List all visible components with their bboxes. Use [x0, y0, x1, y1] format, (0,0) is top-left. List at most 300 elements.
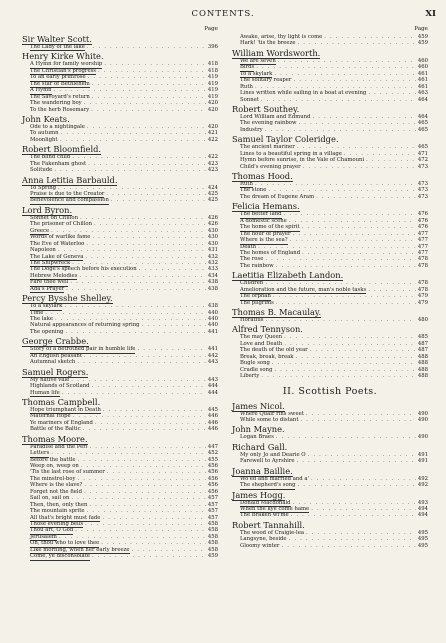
page-ref: 465	[417, 120, 428, 127]
page-ref: 463	[417, 90, 428, 97]
toc-entry[interactable]	[232, 373, 428, 379]
poet-section	[22, 144, 218, 173]
poem-title: Ruth	[240, 83, 253, 90]
page-ref: 456	[207, 469, 218, 476]
page-ref: 494	[417, 506, 428, 512]
poet-section	[22, 51, 218, 113]
page-ref: 477	[417, 249, 428, 256]
poem-title: The dream of Eugene Aram	[240, 193, 315, 200]
poet-name-text: Thomas Hood.	[232, 171, 293, 181]
poem-title: Hark! 'tis the breeze	[240, 40, 296, 47]
dot-leader	[91, 107, 206, 113]
page-ref: 418	[207, 61, 218, 68]
dot-leader	[291, 512, 416, 518]
poem-title: Forget not the field	[30, 488, 82, 495]
toc-entry[interactable]	[22, 197, 218, 203]
poem-title: Ode to a nightingale	[30, 123, 85, 130]
poem-title: Greece	[30, 227, 50, 234]
toc-entry[interactable]	[22, 329, 218, 335]
poem-title: The rose	[240, 256, 264, 263]
toc-entry[interactable]	[232, 263, 428, 269]
page-ref: 478	[417, 256, 428, 263]
dot-leader	[316, 194, 416, 200]
page-ref: 422	[207, 136, 218, 143]
poet-section	[232, 48, 428, 103]
poem-title: Where is the slave?	[30, 482, 83, 489]
page-ref: 490	[417, 410, 428, 417]
page-ref: 432	[207, 253, 218, 260]
page-ref: 477	[417, 230, 428, 237]
page-ref: 465	[417, 126, 428, 133]
page-ref: 473	[417, 181, 428, 187]
poem-title: Human life	[30, 389, 60, 396]
poem-title: Ye mariners of England	[30, 419, 93, 426]
dot-leader	[83, 426, 206, 432]
page-ref: 444	[207, 389, 218, 396]
page-ref: 478	[417, 280, 428, 287]
poem-title: Benevolence and compassion	[30, 197, 109, 204]
poet-section	[232, 324, 428, 379]
poem-title: Sail on, sail on	[30, 495, 70, 502]
toc-entry[interactable]	[232, 127, 428, 133]
poem-title: The lake	[30, 316, 53, 322]
page-ref: 480	[417, 317, 428, 323]
dot-leader	[297, 482, 415, 488]
page-ref: 490	[417, 416, 428, 423]
dot-leader	[92, 553, 206, 559]
poet-name-text: Thomas Campbell.	[22, 396, 101, 407]
page-ref: 456	[207, 475, 218, 482]
dot-leader	[87, 44, 206, 50]
poet-name	[22, 367, 218, 377]
poem-title: Fare thee well	[30, 279, 69, 286]
page-ref: 443	[207, 376, 218, 383]
page-ref: 423	[207, 167, 218, 174]
poem-title: Oh, thou who to love thee	[30, 540, 100, 547]
poet-section	[232, 401, 428, 424]
poem-title: The minstrel-boy	[30, 475, 76, 482]
poet-name-text: Joanna Baillie.	[232, 465, 293, 476]
page-ref: 440	[207, 309, 218, 316]
page-ref: 447	[207, 443, 218, 450]
poem-title: Donald Macdonald	[240, 499, 291, 506]
page-ref: 472	[417, 157, 428, 164]
page-ref: 420	[207, 123, 218, 130]
toc-entry[interactable]	[232, 482, 428, 488]
poet-section	[232, 34, 428, 47]
toc-entry[interactable]	[232, 543, 428, 549]
poem-title: Story of a betrothed pair in humble life	[30, 346, 136, 353]
poem-title: The homes of England	[240, 249, 301, 256]
poem-title: Langsyne, beside	[240, 536, 287, 543]
poet-section	[232, 490, 428, 519]
toc-entry[interactable]	[22, 137, 218, 143]
poem-title: The Doge's speech before his execution	[30, 266, 137, 273]
poem-title: Solitude	[30, 167, 53, 174]
poet-section	[22, 434, 218, 560]
poem-title: Jerusalem	[30, 533, 57, 540]
poet-name	[232, 490, 428, 500]
poem-title: To a skylark	[240, 70, 273, 77]
poem-title: The mountain sprite	[30, 508, 85, 515]
poet-name-text: James Nicol.	[232, 400, 285, 411]
page-ref: 446	[207, 426, 218, 433]
poem-title: Letters	[30, 450, 50, 457]
poem-title: The Fakenham ghost	[30, 160, 87, 167]
page-ref: 458	[207, 540, 218, 547]
poem-title: Natural appearances of returning spring	[30, 322, 140, 329]
poet-name	[232, 134, 428, 144]
page-ref: 431	[207, 247, 218, 254]
poem-title: The stone	[240, 187, 267, 194]
toc-entry[interactable]	[232, 434, 428, 440]
poem-title: To the herb Rosemary	[30, 106, 90, 113]
poem-title: To a skylark	[30, 303, 63, 310]
page-ref: 479	[417, 299, 428, 306]
dot-leader	[298, 40, 416, 46]
poem-title: Birds	[240, 64, 255, 71]
page-ref: 460	[417, 64, 428, 71]
poet-name	[22, 336, 218, 346]
page-ref: 424	[207, 184, 218, 191]
poem-title: The Eve of Waterloo	[30, 240, 85, 247]
poet-section	[232, 442, 428, 465]
poet-section	[232, 466, 428, 489]
page-ref: 438	[207, 279, 218, 286]
page-ref: 459	[417, 34, 428, 40]
page-ref: 487	[417, 340, 428, 347]
poem-title: Death	[240, 243, 257, 250]
page-ref: 420	[207, 100, 218, 107]
poem-title: To an early primrose	[30, 74, 86, 81]
poet-section	[22, 34, 218, 50]
page-ref: 396	[207, 44, 218, 50]
poem-title: Autumnal sketch	[30, 359, 76, 366]
poem-title: Moonlight	[30, 136, 58, 143]
page-ref: 445	[207, 406, 218, 413]
poem-title: Highlands of Scotland	[30, 383, 90, 390]
dot-leader	[265, 127, 416, 133]
page-ref: 430	[207, 234, 218, 241]
toc-entry[interactable]	[232, 317, 428, 323]
poem-title: Praise is due to the Creator	[30, 191, 105, 197]
poem-title: The Shipwreck	[30, 259, 71, 266]
page-column-label: Page	[414, 26, 428, 32]
toc-entry[interactable]	[22, 107, 218, 113]
page-ref: 479	[417, 293, 428, 300]
toc-entry[interactable]	[232, 458, 428, 464]
poet-name	[22, 34, 218, 44]
dot-leader	[281, 543, 415, 549]
poem-title: The better land	[240, 211, 282, 218]
poem-title: Hymn before sunrise, in the Vale of Chamouni	[240, 157, 365, 164]
poet-name-text: Sir Walter Scott.	[22, 34, 92, 44]
poem-title: The Braken wi'me	[240, 512, 289, 519]
poem-title: Break, break, break	[240, 353, 294, 360]
poem-title: Before the battle	[30, 456, 76, 463]
page-ref: 456	[207, 463, 218, 469]
toc-entry[interactable]	[22, 286, 218, 292]
poem-title: Sonnet on Chillon	[30, 214, 79, 221]
page-ref: 471	[417, 150, 428, 157]
page-ref: 441	[207, 328, 218, 335]
page-ref: 488	[417, 366, 428, 373]
poem-title: The star of Bethlehem	[30, 80, 90, 87]
page-ref: 485	[417, 334, 428, 341]
poet-name-text: John Mayne.	[232, 424, 285, 435]
page-ref: 430	[207, 227, 218, 234]
poem-title: Industry	[240, 126, 263, 133]
poem-title: Lines written while sailing in a boat at evening	[240, 90, 367, 97]
toc-entry[interactable]	[232, 194, 428, 200]
dot-leader	[300, 417, 415, 423]
poem-title: When the kye come hame	[240, 506, 310, 512]
poem-title: Cradle song	[240, 366, 273, 373]
poet-name	[22, 397, 218, 407]
page-ref: 456	[207, 488, 218, 495]
poet-name-text: Robert Tannahill.	[232, 519, 305, 530]
toc-entry[interactable]	[22, 553, 218, 559]
page-ref: 455	[207, 456, 218, 463]
poem-title: Lines to a beautiful spring in a village	[240, 150, 342, 157]
page-ref: 438	[207, 303, 218, 310]
poem-title: Battle of the Baltic	[30, 426, 81, 433]
poet-section	[232, 104, 428, 133]
page-ref: 422	[207, 154, 218, 161]
page-ref: 457	[207, 501, 218, 508]
dot-leader	[54, 167, 206, 173]
poet-name	[232, 401, 428, 411]
poet-name	[232, 520, 428, 530]
poet-section	[232, 171, 428, 200]
page-ref: 459	[417, 40, 428, 47]
page-ref: 464	[417, 96, 428, 103]
poet-name-text: Henry Kirke White.	[22, 51, 104, 62]
poet-name-text: Felicia Hemans.	[232, 201, 300, 212]
poet-name	[232, 307, 428, 317]
poet-name	[232, 424, 428, 434]
poet-name-text: Alfred Tennyson.	[232, 324, 303, 335]
poem-title: An English peasant	[30, 352, 82, 359]
poem-title: Hope triumphant in Death	[30, 406, 101, 413]
toc-entry[interactable]	[232, 40, 428, 46]
poem-title: Like morning, when her early breeze	[30, 546, 130, 553]
poem-title: The Savoyard's return	[30, 93, 90, 100]
poet-name-text: Lord Byron.	[22, 204, 73, 215]
page-ref: 459	[207, 553, 218, 560]
poem-title: A Hymn	[30, 87, 52, 94]
poet-section	[22, 114, 218, 143]
poet-section	[22, 175, 218, 204]
poet-section	[232, 424, 428, 440]
page-ref: 492	[417, 475, 428, 482]
poet-section	[232, 270, 428, 306]
poet-name	[22, 293, 218, 303]
page-title: CONTENTS.	[191, 9, 255, 19]
poem-title: The pilgrims	[240, 299, 274, 306]
page-ref: 473	[417, 187, 428, 194]
toc-entry[interactable]	[22, 167, 218, 173]
poet-name	[232, 442, 428, 452]
poet-section	[22, 293, 218, 335]
poem-title: The wood of Craigie-lea	[240, 529, 305, 536]
page-ref: 432	[207, 259, 218, 266]
toc-entry[interactable]	[22, 390, 218, 396]
poem-title: The home of the spirit	[240, 224, 300, 231]
poet-name-text: James Hogg.	[232, 489, 286, 500]
page-ref: 461	[417, 70, 428, 77]
poet-name	[22, 175, 218, 185]
page-ref: 426	[207, 214, 218, 221]
page-ref: 440	[207, 322, 218, 329]
page-ref: 461	[417, 77, 428, 84]
poem-title: Sonnet	[240, 96, 259, 103]
dot-leader	[297, 458, 416, 464]
poem-title: Napoleon	[30, 247, 56, 254]
toc-entry[interactable]	[232, 164, 428, 170]
toc-entry[interactable]	[22, 359, 218, 365]
page-ref: 487	[417, 347, 428, 354]
page-ref: 473	[417, 163, 428, 170]
left-column	[22, 26, 218, 560]
page-ref: 476	[417, 211, 428, 218]
poem-title: Where is the sea?	[240, 237, 288, 244]
page-ref: 490	[417, 434, 428, 441]
dot-leader	[66, 286, 206, 292]
poem-title: Farewell to Ayrshire	[240, 458, 295, 465]
toc-entry[interactable]	[232, 300, 428, 306]
poet-name-text: Thomas B. Macaulay.	[232, 307, 322, 317]
poem-title: My only Jo and Dearie O	[240, 451, 306, 458]
poem-title: To autumn	[30, 130, 59, 137]
poet-section	[22, 205, 218, 292]
page-ref: 441	[207, 346, 218, 353]
poem-title: The opening	[30, 328, 64, 335]
page-ref: 458	[207, 527, 218, 534]
poem-title: All that's bright must fade	[30, 514, 101, 521]
page-ref: 495	[417, 529, 428, 536]
page-ref: 491	[417, 458, 428, 465]
page-ref: 477	[417, 237, 428, 244]
page-ref: 473	[417, 193, 428, 200]
poem-title: 'Tis the last rose of summer	[30, 469, 105, 476]
poet-name-text: Percy Bysshe Shelley.	[22, 293, 113, 304]
poet-name-text: Thomas Moore.	[22, 433, 88, 444]
dot-leader	[62, 390, 206, 396]
page-ref: 476	[417, 217, 428, 224]
page-ref: 488	[417, 360, 428, 367]
page-ref: 491	[417, 451, 428, 458]
poet-name	[22, 434, 218, 444]
dot-leader	[111, 197, 206, 203]
dot-leader	[65, 329, 205, 335]
poem-title: Gloomy winter	[240, 542, 280, 549]
page-ref: 423	[207, 160, 218, 167]
toc-entry[interactable]	[232, 97, 428, 103]
page-header	[0, 9, 446, 21]
toc-entry[interactable]	[22, 44, 218, 50]
poem-title: The Christian's progress	[30, 67, 97, 74]
poet-name-text: Laetitia Elizabeth Landon.	[232, 270, 344, 281]
poem-title: My native vale	[30, 376, 70, 383]
poem-title: Awake, arise, thy light is come	[240, 34, 323, 40]
poet-section	[22, 397, 218, 433]
poem-title: Then, then, only then	[30, 501, 88, 508]
poet-name	[232, 324, 428, 334]
toc-entry[interactable]	[22, 426, 218, 432]
poem-title: The Lady of the lake	[30, 44, 85, 50]
poem-title: Children	[240, 280, 264, 287]
page-ref: 461	[417, 83, 428, 90]
page-ref: 419	[207, 93, 218, 100]
dot-leader	[261, 373, 415, 379]
page-ref: 434	[207, 272, 218, 279]
page-ref: 478	[417, 262, 428, 269]
poet-name	[22, 205, 218, 215]
dot-leader	[276, 434, 416, 440]
poem-title: Bugle song	[240, 360, 270, 367]
poem-title: Maternal Hope	[30, 413, 71, 420]
poet-section	[232, 201, 428, 269]
poem-title: Hebrew Melodies	[30, 272, 78, 279]
poem-title: The orphan	[240, 293, 271, 300]
poet-name	[22, 144, 218, 154]
poet-name	[22, 114, 218, 124]
dot-leader	[276, 263, 416, 269]
poem-title: A Hymn for family worship	[30, 61, 103, 68]
poem-title: The death of the old year	[240, 347, 308, 354]
page-ref: 457	[207, 508, 218, 515]
right-column	[232, 26, 428, 549]
poet-name-text: Anna Letitia Barbauld.	[22, 174, 118, 185]
page-ref: 456	[207, 482, 218, 489]
poet-section	[22, 336, 218, 365]
page-ref: 465	[417, 144, 428, 151]
poet-section	[232, 386, 428, 400]
poem-title: Liberty	[240, 373, 260, 380]
poem-title: Where Quair rins sweet	[240, 410, 304, 417]
poem-title: Those evening bells	[30, 520, 84, 527]
dot-leader	[261, 97, 416, 103]
page-ref: 494	[417, 512, 428, 519]
page-ref: 478	[417, 286, 428, 293]
page-ref: 458	[207, 546, 218, 553]
toc-entry[interactable]	[232, 512, 428, 518]
dot-leader	[60, 137, 206, 143]
poem-title: While some to distant	[240, 416, 299, 423]
page-ref: 420	[207, 106, 218, 113]
page-ref: 488	[417, 353, 428, 360]
page-ref: 477	[417, 243, 428, 250]
page-ref: 442	[207, 352, 218, 359]
page-ref: 430	[207, 240, 218, 247]
poem-title: We are seven	[240, 57, 276, 64]
poem-title: To Spring	[30, 184, 57, 191]
toc-entry[interactable]	[232, 417, 428, 423]
page-ref: 464	[417, 113, 428, 120]
poem-title: The solitary reaper	[240, 77, 292, 84]
poem-title: The ancient mariner	[240, 144, 295, 151]
page-ref: 495	[417, 542, 428, 549]
page-ref: 419	[207, 74, 218, 81]
poet-section	[22, 367, 218, 396]
page-ref: 438	[207, 285, 218, 292]
poem-title: Child's evening prayer	[240, 163, 301, 170]
page-ref: 476	[417, 224, 428, 231]
poem-title: The hour of prayer	[240, 230, 291, 237]
page-ref: 492	[417, 482, 428, 489]
poet-name-text: Samuel Rogers.	[22, 366, 89, 377]
